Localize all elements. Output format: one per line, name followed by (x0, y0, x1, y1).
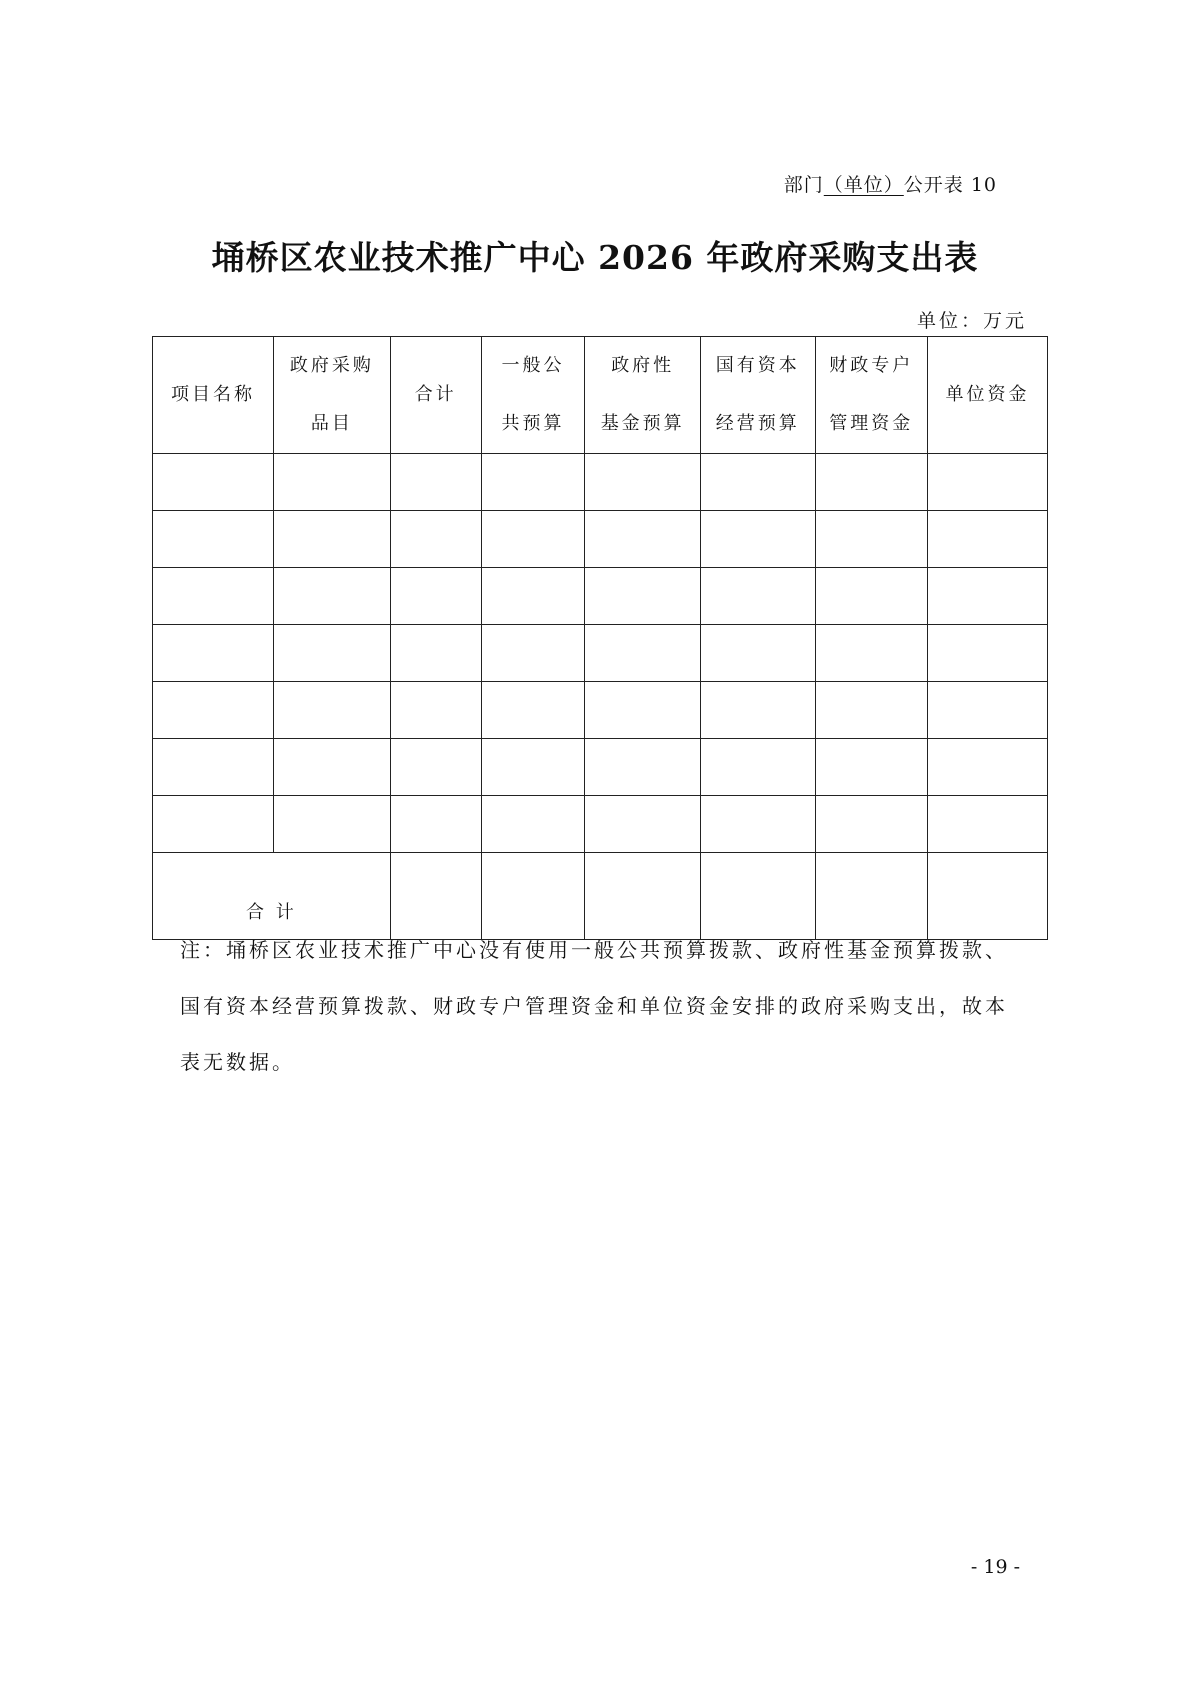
table-row (153, 739, 1048, 796)
header-procurement-item: 政府采购 品目 (274, 337, 391, 454)
header-general-budget: 一般公 共预算 (481, 337, 585, 454)
page-number: - 19 - (970, 1556, 1020, 1578)
table-row (153, 568, 1048, 625)
table-row (153, 625, 1048, 682)
header-total: 合计 (390, 337, 481, 454)
total-label: 合 计 (153, 853, 391, 940)
table-row (153, 511, 1048, 568)
table-row (153, 682, 1048, 739)
header-project-name: 项目名称 (153, 337, 274, 454)
table-note: 注：埇桥区农业技术推广中心没有使用一般公共预算拨款、政府性基金预算拨款、国有资本经营预算拨款、财政专户管理资金和单位资金安排的政府采购支出，故本表无数据。 (180, 938, 1008, 1074)
header-unit-funds: 单位资金 (927, 337, 1047, 454)
doc-code (784, 170, 997, 197)
doc-code-suffix: 公开表 10 (903, 174, 997, 196)
doc-code-prefix: 部门 (783, 174, 824, 196)
doc-code-unit: （单位） (823, 174, 904, 196)
page-title: 埇桥区农业技术推广中心 2026 年政府采购支出表 (211, 238, 979, 277)
unit-label: 单位：万元 (916, 310, 1027, 332)
table-row (153, 796, 1048, 853)
procurement-table (152, 336, 1048, 940)
header-fund-budget: 政府性 基金预算 (585, 337, 701, 454)
table-header-row (153, 337, 1048, 454)
header-state-capital-budget: 国有资本 经营预算 (701, 337, 816, 454)
header-special-account: 财政专户 管理资金 (815, 337, 927, 454)
table-row (153, 454, 1048, 511)
